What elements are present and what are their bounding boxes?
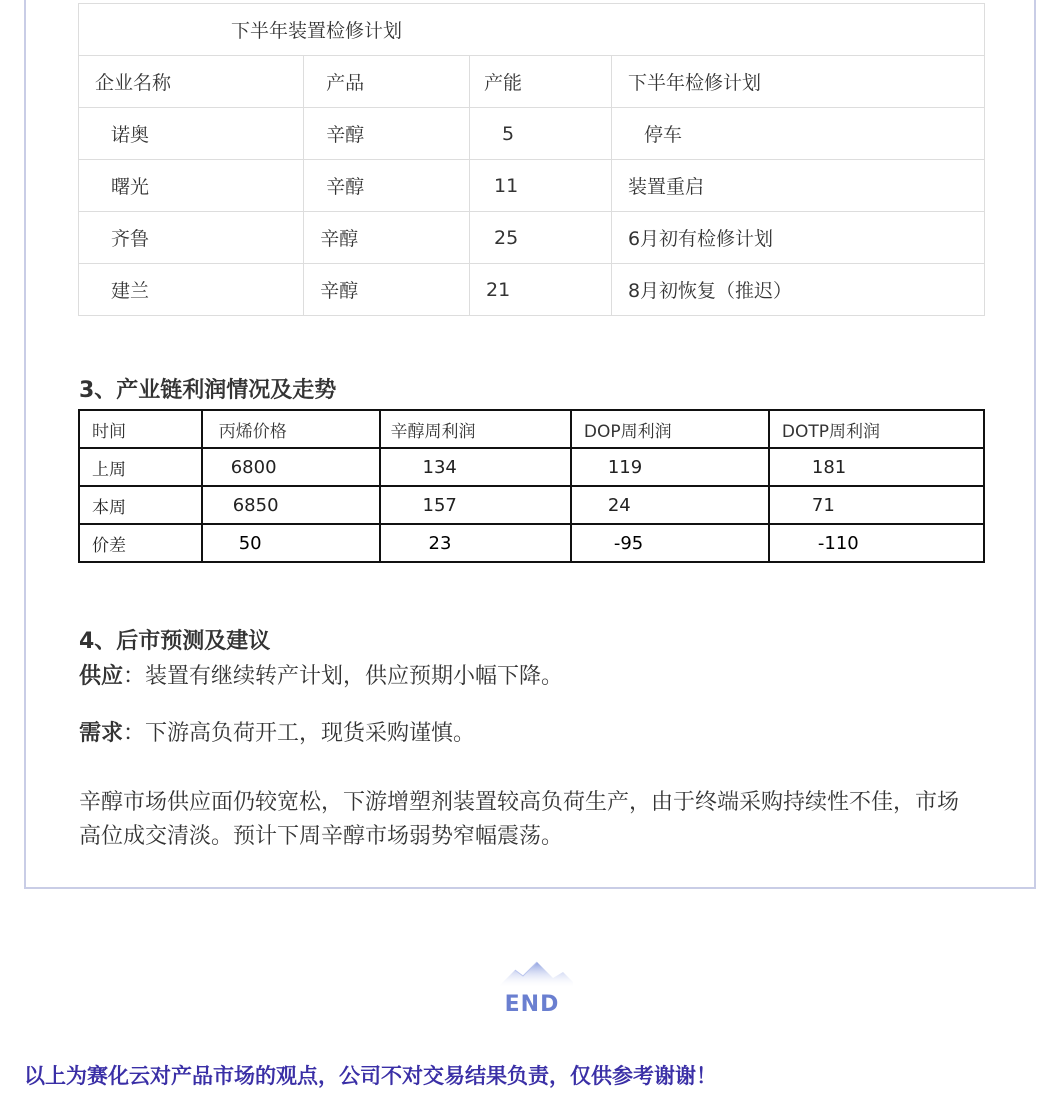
- table-row: [79, 448, 984, 486]
- header-plan: 下半年检修计划: [611, 56, 984, 108]
- header-propylene-price: 丙烯价格: [202, 410, 380, 448]
- cell-propylene-price: 6850: [202, 486, 380, 524]
- cell-company: 齐鲁: [79, 212, 304, 264]
- header-octanol-profit: 辛醇周利润: [380, 410, 571, 448]
- cell-product: 辛醇: [304, 212, 470, 264]
- disclaimer: 以上为赛化云对产品市场的观点，公司不对交易结果负责，仅供参考谢谢！: [24, 1064, 717, 1088]
- cell-product: 辛醇: [304, 108, 470, 160]
- cell-octanol-profit: 23: [380, 524, 571, 562]
- cell-dop-profit: 24: [571, 486, 769, 524]
- cell-time: 上周: [79, 448, 202, 486]
- demand-label: 需求: [79, 721, 124, 746]
- cell-time: 价差: [79, 524, 202, 562]
- cell-octanol-profit: 157: [380, 486, 571, 524]
- cell-company: 诺奥: [79, 108, 304, 160]
- end-mark: [493, 958, 573, 1024]
- table-row: [79, 486, 984, 524]
- cell-capacity: 5: [470, 108, 612, 160]
- section-3-heading: 3、产业链利润情况及走势: [79, 378, 337, 403]
- summary-paragraph: 辛醇市场供应面仍较宽松，下游增塑剂装置较高负荷生产，由于终端采购持续性不佳，市场高位成交清淡。预计下周辛醇市场弱势窄幅震荡。: [79, 790, 960, 849]
- cell-product: 辛醇: [304, 264, 470, 316]
- cell-propylene-price: 50: [202, 524, 380, 562]
- cell-capacity: 11: [470, 160, 612, 212]
- cell-dotp-profit: 71: [769, 486, 984, 524]
- cell-dotp-profit: -110: [769, 524, 984, 562]
- table-row: [79, 108, 985, 160]
- header-dotp-profit: DOTP周利润: [769, 410, 984, 448]
- cell-plan: 停车: [611, 108, 984, 160]
- cell-octanol-profit: 134: [380, 448, 571, 486]
- header-time: 时间: [79, 410, 202, 448]
- cell-dotp-profit: 181: [769, 448, 984, 486]
- end-label: END: [504, 992, 560, 1017]
- supply-text: ：装置有继续转产计划，供应预期小幅下降。: [123, 664, 564, 689]
- cell-plan: 装置重启: [611, 160, 984, 212]
- header-dop-profit: DOP周利润: [571, 410, 769, 448]
- cell-plan: 8月初恢复（推迟）: [611, 264, 984, 316]
- demand-paragraph: [79, 717, 959, 751]
- table-row: [79, 160, 985, 212]
- table-title: 下半年装置检修计划: [79, 4, 985, 56]
- supply-label: 供应: [79, 664, 124, 689]
- cell-propylene-price: 6800: [202, 448, 380, 486]
- cell-plan: 6月初有检修计划: [611, 212, 984, 264]
- cell-time: 本周: [79, 486, 202, 524]
- header-capacity: 产能: [470, 56, 612, 108]
- cell-capacity: 25: [470, 212, 612, 264]
- supply-paragraph: [79, 660, 959, 694]
- table-row: [79, 264, 985, 316]
- section-4-heading: 4、后市预测及建议: [79, 629, 271, 654]
- mountain-icon: [493, 958, 573, 992]
- header-product: 产品: [304, 56, 470, 108]
- cell-company: 建兰: [79, 264, 304, 316]
- table-row: [79, 212, 985, 264]
- profit-table: [78, 409, 985, 563]
- maintenance-plan-table: [78, 3, 985, 316]
- table-title-row: [79, 4, 985, 56]
- header-company: 企业名称: [79, 56, 304, 108]
- profit-header-row: [79, 410, 984, 448]
- cell-company: 曙光: [79, 160, 304, 212]
- cell-dop-profit: -95: [571, 524, 769, 562]
- cell-dop-profit: 119: [571, 448, 769, 486]
- table-header-row: [79, 56, 985, 108]
- demand-text: ：下游高负荷开工，现货采购谨慎。: [123, 721, 476, 746]
- cell-capacity: 21: [470, 264, 612, 316]
- table-row: [79, 524, 984, 562]
- cell-product: 辛醇: [304, 160, 470, 212]
